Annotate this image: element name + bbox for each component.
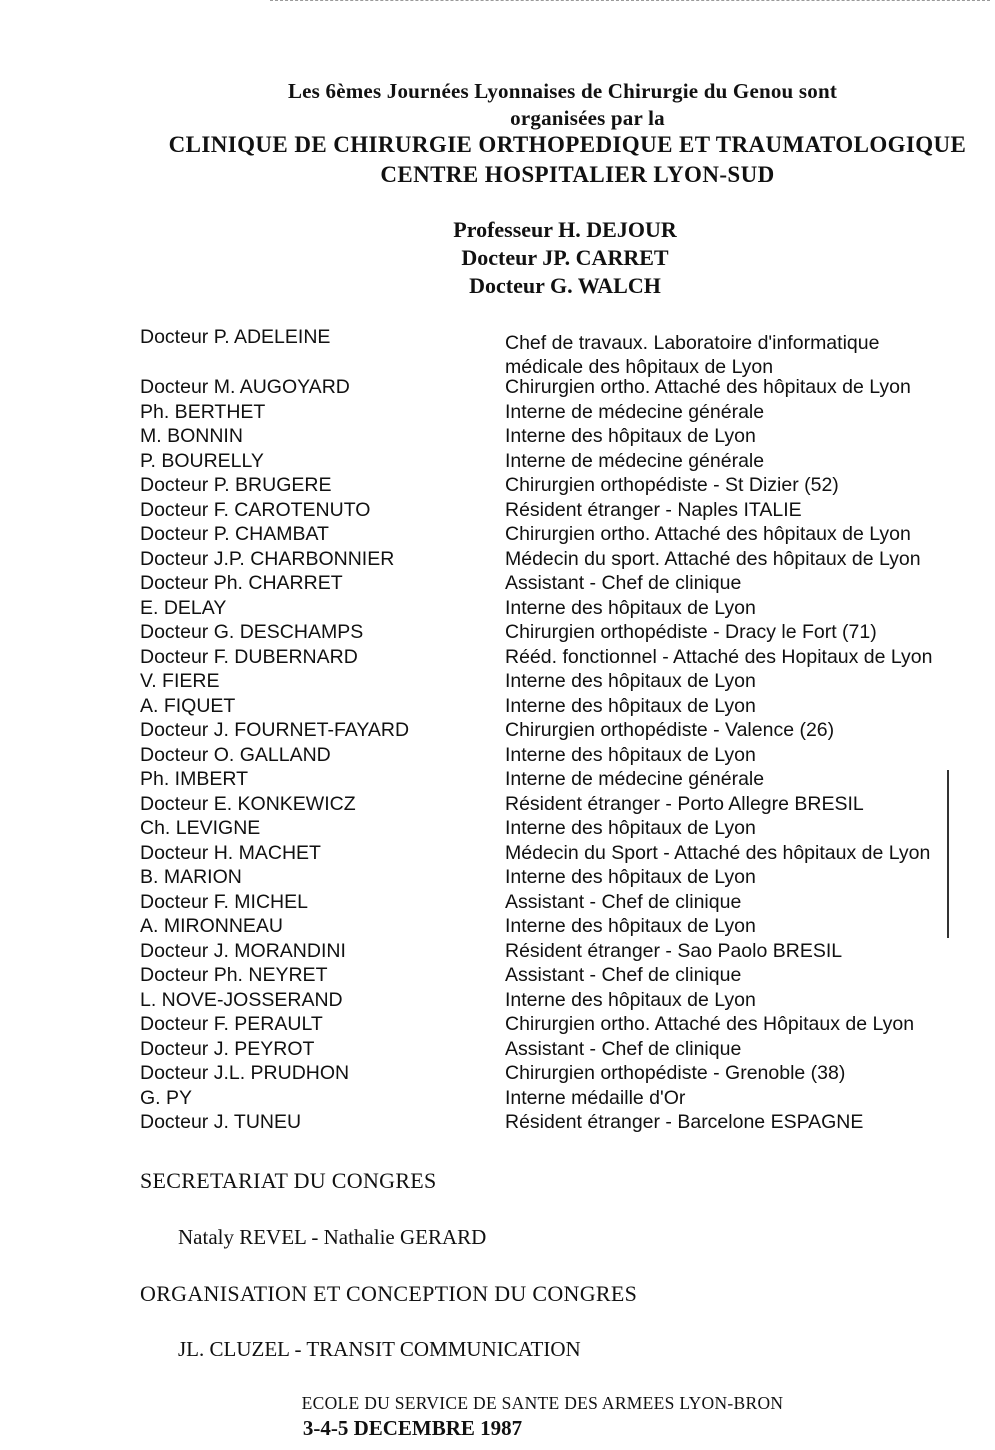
organisation-title: ORGANISATION ET CONCEPTION DU CONGRES	[140, 1281, 638, 1306]
staff-row	[140, 522, 990, 547]
staff-name: Docteur Ph. CHARRET	[140, 572, 343, 594]
staff-row	[140, 620, 990, 645]
staff-role: Chirurgien orthopédiste - Dracy le Fort (71)	[505, 621, 877, 643]
staff-role: Interne des hôpitaux de Lyon	[505, 670, 756, 692]
scan-top-edge	[270, 0, 990, 3]
staff-role: Interne de médecine générale	[505, 768, 765, 790]
staff-row	[140, 571, 990, 596]
staff-role: Interne des hôpitaux de Lyon	[505, 915, 756, 937]
staff-row	[140, 988, 990, 1013]
staff-name: Ph. IMBERT	[140, 768, 249, 790]
staff-role: Interne des hôpitaux de Lyon	[505, 425, 756, 447]
staff-name: V. FIERE	[140, 670, 220, 692]
staff-row	[140, 325, 990, 378]
staff-row	[140, 963, 990, 988]
staff-role: Chirurgien ortho. Attaché des hôpitaux de Lyon	[505, 523, 911, 545]
staff-row	[140, 1110, 990, 1135]
staff-row	[140, 596, 990, 621]
staff-name: B. MARION	[140, 866, 242, 888]
staff-name: P. BOURELLY	[140, 449, 264, 472]
staff-row	[140, 865, 990, 890]
staff-row	[140, 400, 990, 425]
staff-row	[140, 816, 990, 841]
staff-row	[140, 645, 990, 670]
staff-role: Assistant - Chef de clinique	[505, 964, 742, 986]
staff-row	[140, 939, 990, 964]
staff-role: Interne de médecine générale	[505, 400, 765, 423]
staff-name: Docteur J.L. PRUDHON	[140, 1062, 350, 1084]
staff-row	[140, 914, 990, 939]
header-line-2: organisées par la	[510, 106, 665, 130]
staff-role: Résident étranger - Sao Paolo BRESIL	[505, 939, 843, 962]
staff-row	[140, 1086, 990, 1111]
secretariat-title: SECRETARIAT DU CONGRES	[140, 1168, 437, 1193]
staff-row	[140, 743, 990, 768]
director-2: Docteur JP. CARRET	[461, 245, 669, 270]
staff-name: Docteur J. FOURNET-FAYARD	[140, 719, 410, 741]
staff-row	[140, 841, 990, 866]
staff-row	[140, 718, 990, 743]
staff-name: A. FIQUET	[140, 694, 236, 717]
staff-name: Docteur P. BRUGERE	[140, 474, 332, 496]
staff-name: Docteur J. PEYROT	[140, 1037, 315, 1060]
staff-row	[140, 424, 990, 449]
staff-name: Docteur E. KONKEWICZ	[140, 792, 356, 815]
staff-name: Docteur F. CAROTENUTO	[140, 498, 371, 521]
staff-row	[140, 767, 990, 792]
staff-role: Interne de médecine générale	[505, 449, 765, 472]
staff-role: Assistant - Chef de clinique	[505, 572, 742, 594]
staff-row	[140, 449, 990, 474]
staff-name: L. NOVE-JOSSERAND	[140, 988, 343, 1011]
staff-name: M. BONNIN	[140, 425, 243, 447]
staff-row	[140, 498, 990, 523]
staff-name: Docteur M. AUGOYARD	[140, 376, 350, 398]
staff-name: Docteur J.P. CHARBONNIER	[140, 547, 395, 570]
staff-list	[140, 325, 990, 1135]
staff-role: Résident étranger - Porto Allegre BRESIL	[505, 792, 864, 815]
staff-role: Chirurgien orthopédiste - Valence (26)	[505, 719, 835, 741]
header-line-1: Les 6èmes Journées Lyonnaises de Chirurgie du Genou sont	[287, 79, 838, 103]
directors-block	[0, 216, 995, 300]
staff-row	[140, 375, 990, 400]
secretariat-text: Nataly REVEL - Nathalie GERARD	[178, 1225, 487, 1249]
footer	[0, 1393, 995, 1441]
staff-name: E. DELAY	[140, 596, 227, 619]
staff-role	[505, 325, 990, 378]
staff-name: A. MIRONNEAU	[140, 915, 284, 937]
staff-role: Résident étranger - Barcelone ESPAGNE	[505, 1111, 864, 1133]
staff-row	[140, 1037, 990, 1062]
staff-name: G. PY	[140, 1086, 193, 1109]
staff-role: Chirurgien ortho. Attaché des Hôpitaux de Lyon	[505, 1013, 915, 1035]
staff-role: Médecin du Sport - Attaché des hôpitaux de Lyon	[505, 841, 931, 864]
header-line-4: CENTRE HOSPITALIER LYON-SUD	[380, 162, 775, 187]
staff-role-line-2: médicale des hôpitaux de Lyon	[505, 356, 774, 378]
staff-role: Interne médaille d'Or	[505, 1086, 686, 1109]
staff-row	[140, 547, 990, 572]
staff-role: Assistant - Chef de clinique	[505, 890, 742, 913]
staff-name: Docteur J. TUNEU	[140, 1111, 302, 1133]
staff-role-line-1: Chef de travaux. Laboratoire d'informatique	[505, 332, 880, 354]
staff-row	[140, 473, 990, 498]
organisation-text: JL. CLUZEL - TRANSIT COMMUNICATION	[178, 1337, 581, 1361]
margin-mark	[947, 770, 949, 938]
staff-name: Docteur F. MICHEL	[140, 890, 308, 913]
staff-role: Chirurgien orthopédiste - St Dizier (52)	[505, 474, 839, 496]
staff-role: Interne des hôpitaux de Lyon	[505, 694, 756, 717]
staff-role: Interne des hôpitaux de Lyon	[505, 817, 756, 839]
staff-role: Assistant - Chef de clinique	[505, 1037, 742, 1060]
staff-row	[140, 694, 990, 719]
document-header	[0, 76, 995, 190]
staff-row	[140, 890, 990, 915]
director-3: Docteur G. WALCH	[469, 273, 661, 298]
staff-role: Résident étranger - Naples ITALIE	[505, 498, 802, 521]
staff-role: Interne des hôpitaux de Lyon	[505, 743, 756, 766]
staff-name: Docteur H. MACHET	[140, 841, 321, 864]
staff-row	[140, 1061, 990, 1086]
staff-name: Docteur F. DUBERNARD	[140, 645, 358, 668]
staff-role: Médecin du sport. Attaché des hôpitaux de Lyon	[505, 547, 921, 570]
staff-name: Docteur P. ADELEINE	[140, 326, 331, 348]
venue: ECOLE DU SERVICE DE SANTE DES ARMEES LYON-BRON	[301, 1393, 784, 1413]
staff-row	[140, 1012, 990, 1037]
staff-name: Docteur Ph. NEYRET	[140, 964, 328, 986]
director-1: Professeur H. DEJOUR	[453, 217, 677, 242]
staff-name: Docteur F. PERAULT	[140, 1013, 323, 1035]
staff-row	[140, 669, 990, 694]
event-date: 3-4-5 DECEMBRE 1987	[302, 1416, 523, 1440]
staff-name: Docteur P. CHAMBAT	[140, 523, 329, 545]
staff-name: Ph. BERTHET	[140, 400, 266, 423]
staff-role: Chirurgien orthopédiste - Grenoble (38)	[505, 1062, 846, 1084]
staff-name: Ch. LEVIGNE	[140, 817, 261, 839]
header-line-3: CLINIQUE DE CHIRURGIE ORTHOPEDIQUE ET TRAUMATOLOGIQUE	[168, 132, 967, 157]
staff-row	[140, 792, 990, 817]
staff-role: Interne des hôpitaux de Lyon	[505, 988, 756, 1011]
staff-role: Interne des hôpitaux de Lyon	[505, 866, 756, 888]
staff-name: Docteur G. DESCHAMPS	[140, 621, 364, 643]
staff-role: Rééd. fonctionnel - Attaché des Hopitaux de Lyon	[505, 645, 933, 668]
staff-role: Chirurgien ortho. Attaché des hôpitaux de Lyon	[505, 376, 911, 398]
staff-name: Docteur O. GALLAND	[140, 743, 331, 766]
staff-name: Docteur J. MORANDINI	[140, 939, 346, 962]
staff-role: Interne des hôpitaux de Lyon	[505, 596, 756, 619]
